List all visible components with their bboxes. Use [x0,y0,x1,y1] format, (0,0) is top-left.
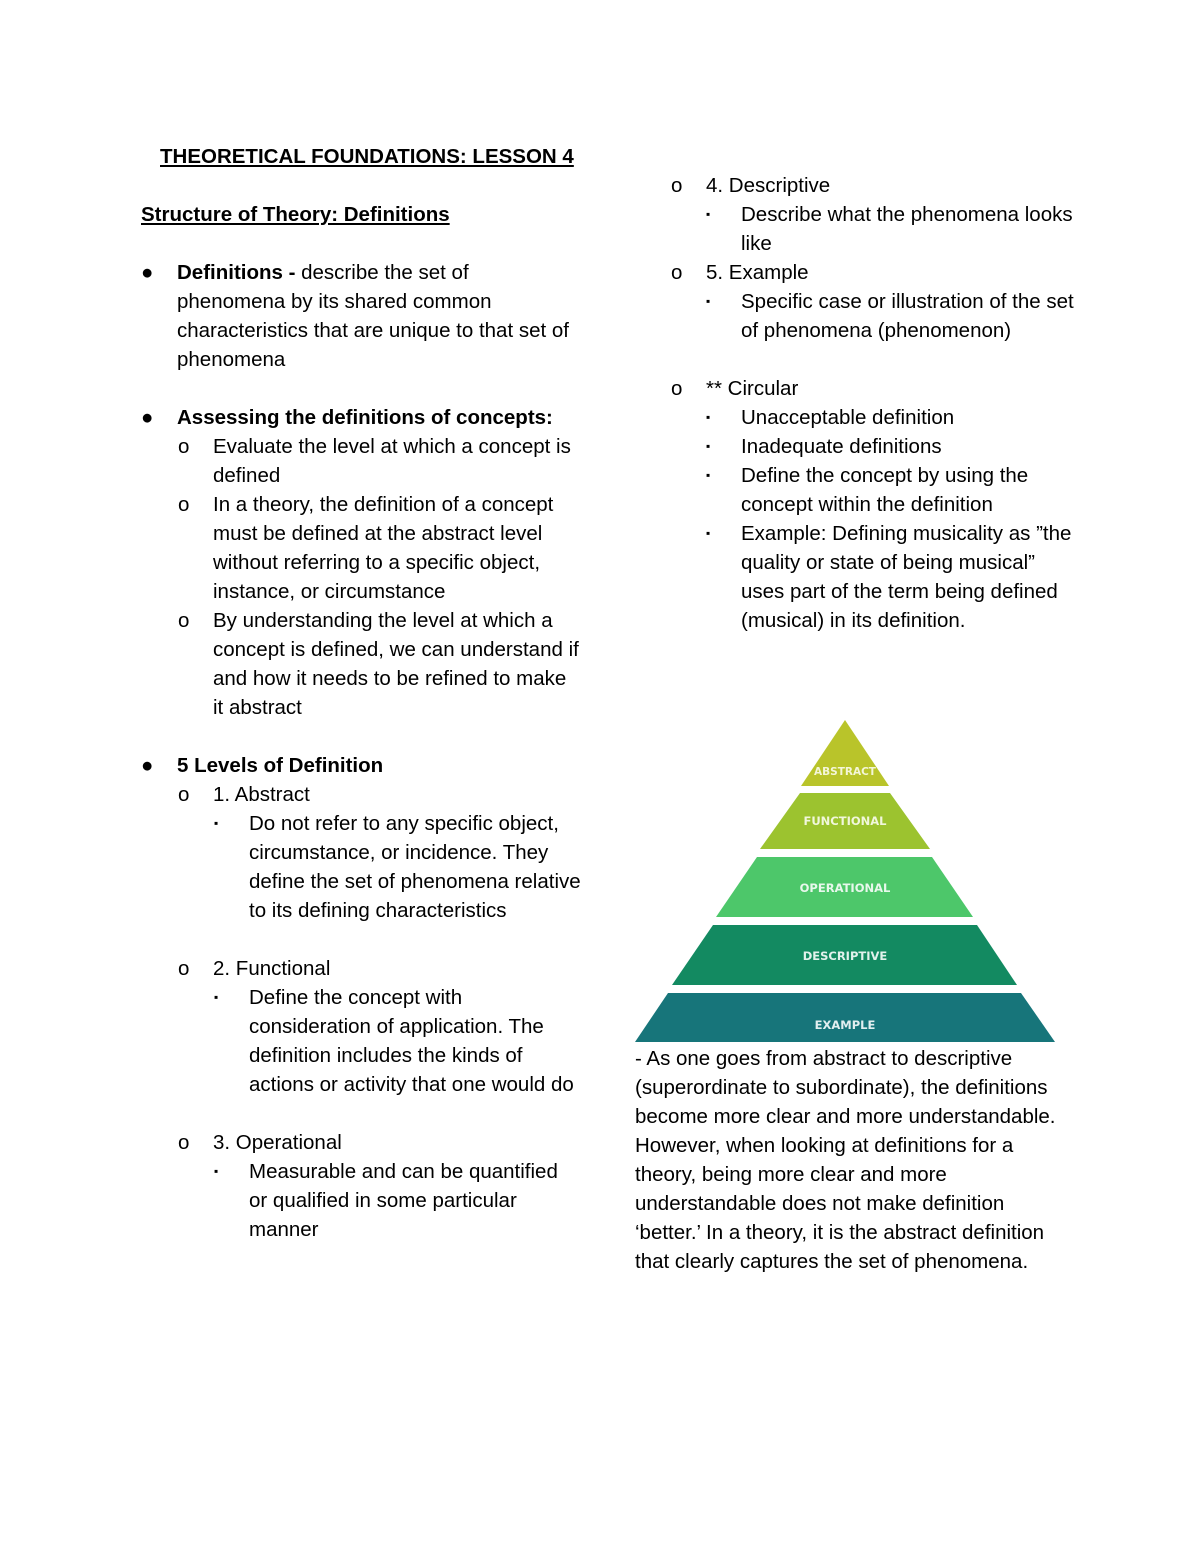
square-bullet-icon: ▪ [214,816,219,830]
bullet-icon: ● [141,406,154,429]
level-functional: o 2. Functional ▪ Define the concept with consideration of application. The definition includes the kinds of actions or activity that one would do [142,954,581,1099]
level-detail: ▪ Inadequate definitions [635,432,1075,461]
level-detail: ▪ Do not refer to any specific object, circumstance, or incidence. They define the set of phenomena relative to its defining characteristics [143,809,581,925]
square-bullet-icon: ▪ [706,468,711,482]
square-bullet-icon: ▪ [706,294,711,308]
level-circular: o ** Circular ▪ Unacceptable definition ▪ Inadequate definitions ▪ Define the concept by using the concept within the definition ▪ Example: Defining musicality as ”the quality or state of being musical” uses part of the term being defined (musical) in its definition. [635,374,1075,635]
list-item-levels [141,751,581,1244]
circle-bullet-icon: o [178,1131,190,1154]
pyramid-label-descriptive: DESCRIPTIVE [802,949,888,963]
list-item: o Evaluate the level at which a concept is defined [142,432,581,490]
level-detail: ▪ Describe what the phenomena looks like [635,200,1075,258]
pyramid-note: - As one goes from abstract to descriptive (superordinate to subordinate), the definitions become more clear and more understandable. However, when looking at definitions for a theory, being more clear and more understandable does not make definition ‘better.’ In a theory, it is the abstract definition that clearly captures the set of phenomena. [635,1047,1056,1273]
level-detail: ▪ Define the concept by using the concept within the definition [635,461,1075,519]
square-bullet-icon: ▪ [214,1164,219,1178]
list-item-assessing [141,403,581,722]
definition-levels-pyramid [634,718,1056,1044]
list-item-definitions [141,258,581,374]
level-operational: o 3. Operational ▪ Measurable and can be quantified or qualified in some particular manner [142,1128,581,1244]
right-column [635,171,1075,635]
assessing-list [141,403,581,722]
definitions-text: describe the set of phenomena by its shared common characteristics that are unique to that set of phenomena [177,261,569,371]
list-item: o In a theory, the definition of a concept must be defined at the abstract level without referring to a specific object, instance, or circumstance [142,490,581,606]
level-example: o 5. Example ▪ Specific case or illustration of the set of phenomena (phenomenon) [635,258,1075,345]
level-detail: ▪ Define the concept with consideration of application. The definition includes the kinds of actions or activity that one would do [143,983,581,1099]
circle-bullet-icon: o [178,435,190,458]
level-descriptive: o 4. Descriptive ▪ Describe what the phenomena looks like [635,171,1075,258]
level-abstract: o 1. Abstract ▪ Do not refer to any specific object, circumstance, or incidence. They define the set of phenomena relative to its defining characteristics [142,780,581,925]
bullet-icon: ● [141,754,154,777]
list-item: o By understanding the level at which a concept is defined, we can understand if and how it needs to be refined to make it abstract [142,606,581,722]
square-bullet-icon: ▪ [706,526,711,540]
circle-bullet-icon: o [671,377,683,400]
levels-list [141,751,581,1244]
circle-bullet-icon: o [671,261,683,284]
circle-bullet-icon: o [178,493,190,516]
square-bullet-icon: ▪ [706,207,711,221]
level-detail: ▪ Measurable and can be quantified or qualified in some particular manner [143,1157,581,1244]
left-column [141,142,581,1244]
level-detail: ▪ Unacceptable definition [635,403,1075,432]
square-bullet-icon: ▪ [706,410,711,424]
bullet-icon: ● [141,261,154,284]
pyramid-label-operational: OPERATIONAL [799,881,891,895]
levels-heading: 5 Levels of Definition [177,754,384,777]
pyramid-label-abstract: ABSTRACT [814,766,876,778]
pyramid-label-functional: FUNCTIONAL [803,814,887,828]
assessing-heading: Assessing the definitions of concepts: [177,406,553,429]
level-detail: ▪ Specific case or illustration of the set of phenomena (phenomenon) [635,287,1075,345]
definitions-term: Definitions - [177,261,296,284]
definitions-list [141,258,581,374]
circle-bullet-icon: o [178,957,190,980]
circle-bullet-icon: o [671,174,683,197]
circle-bullet-icon: o [178,609,190,632]
pyramid-label-example: EXAMPLE [814,1018,876,1032]
circle-bullet-icon: o [178,783,190,806]
section-subtitle: Structure of Theory: Definitions [141,203,450,226]
level-detail: ▪ Example: Defining musicality as ”the quality or state of being musical” uses part of the term being defined (musical) in its definition. [635,519,1075,635]
square-bullet-icon: ▪ [214,990,219,1004]
document-title: THEORETICAL FOUNDATIONS: LESSON 4 [160,145,574,168]
square-bullet-icon: ▪ [706,439,711,453]
